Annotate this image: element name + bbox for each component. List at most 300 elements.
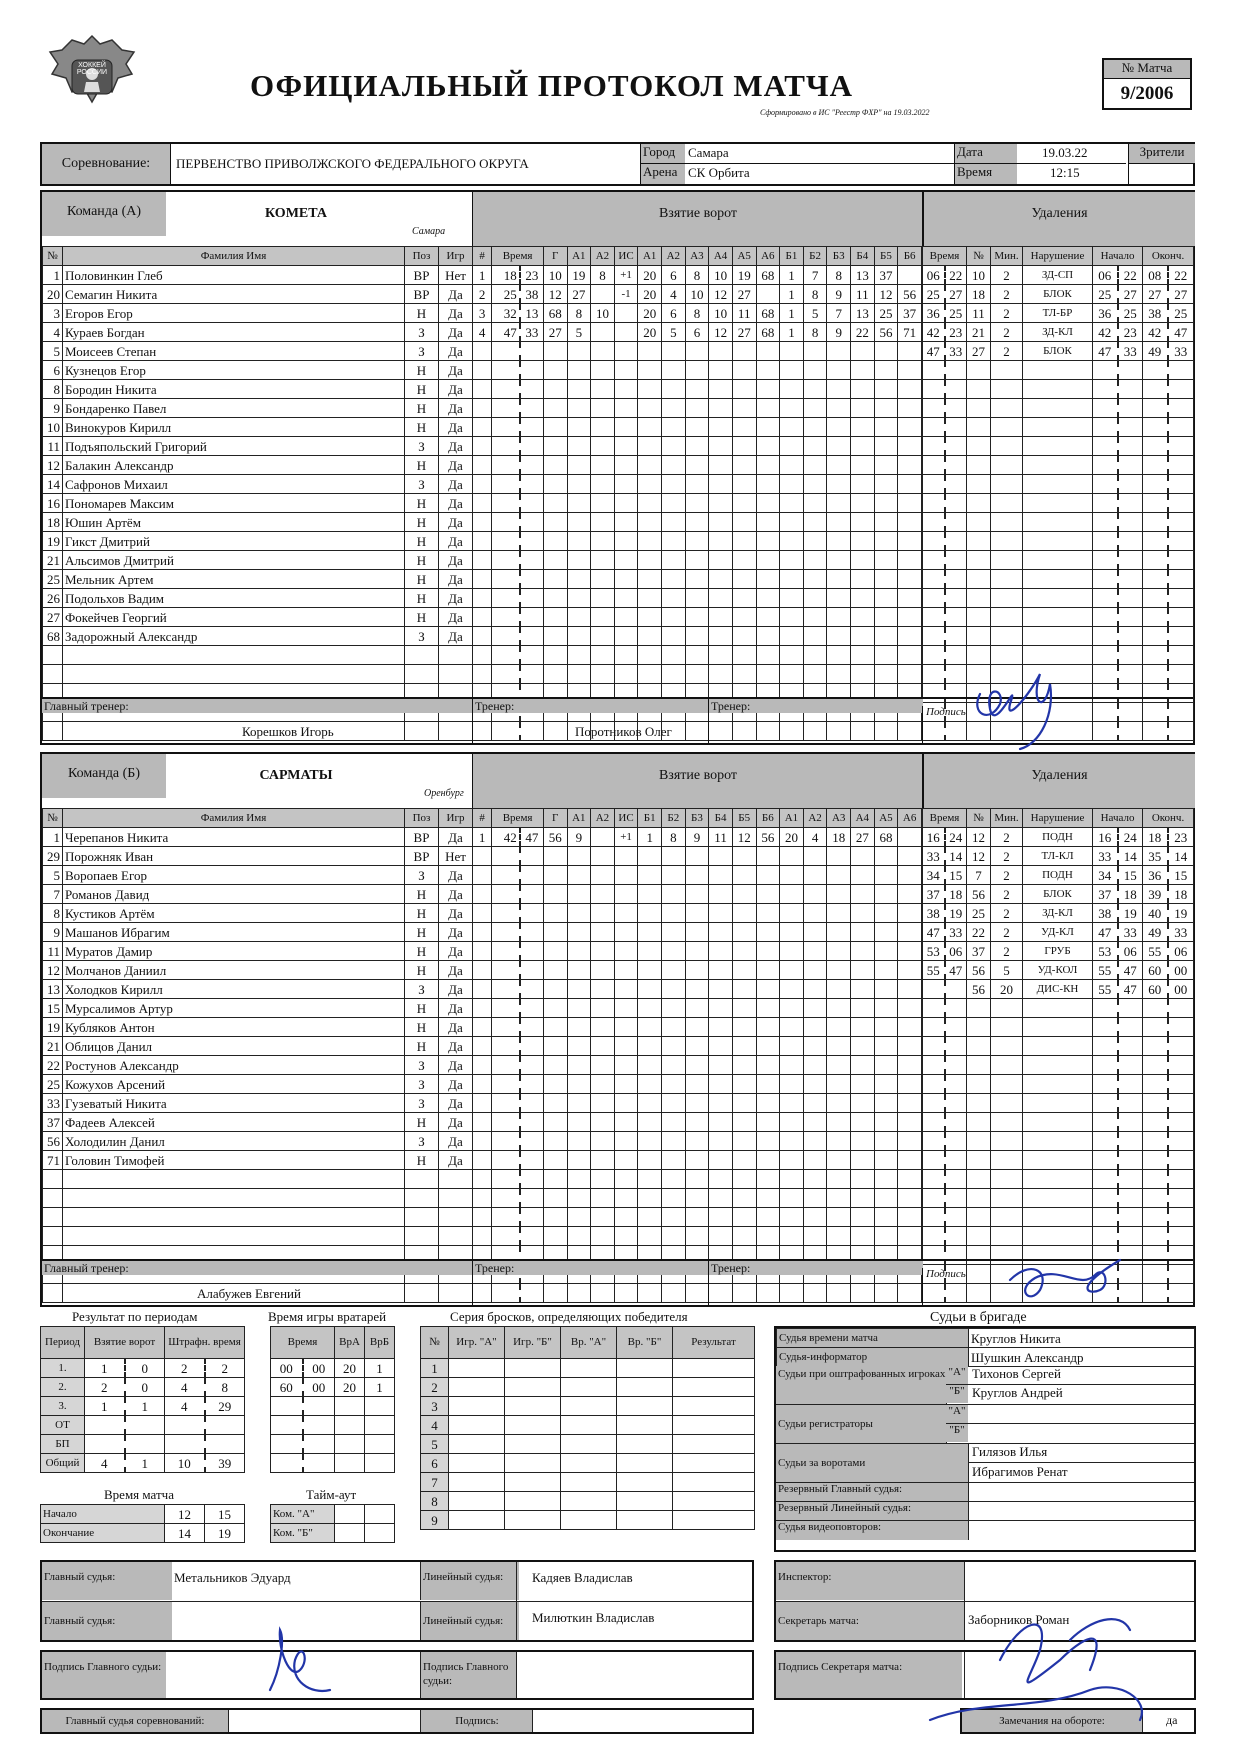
goal-cell <box>780 1151 804 1170</box>
timekeeper-label: Судья времени матча <box>777 1329 969 1348</box>
penalty-cell <box>967 1227 991 1246</box>
goalie-cell <box>271 1435 303 1454</box>
goal-cell <box>898 1151 922 1170</box>
penalty-cell <box>1093 665 1118 684</box>
goal-cell <box>685 1113 709 1132</box>
goal-cell <box>898 866 922 885</box>
player-row <box>43 980 473 999</box>
goal-cell: 10 <box>685 285 709 304</box>
goal-cell <box>898 589 922 608</box>
shootout-cell <box>673 1378 755 1397</box>
player-row <box>43 532 473 551</box>
signature-label-a: Подпись <box>922 706 966 743</box>
penalty-cell <box>1143 684 1168 703</box>
goal-cell <box>685 646 709 665</box>
player-number: 12 <box>43 456 63 475</box>
goal-cell: 1 <box>473 266 492 285</box>
player-played: Да <box>439 1151 473 1170</box>
goal-cell <box>543 494 567 513</box>
player-row <box>43 380 473 399</box>
goal-cell <box>591 942 615 961</box>
penalty-cell: 19 <box>1118 904 1143 923</box>
periods-header-cell: Взятие ворот <box>85 1327 165 1359</box>
goal-cell <box>685 437 709 456</box>
goal-cell <box>520 999 544 1018</box>
main-referee-label-1: Главный судья: <box>42 1562 172 1600</box>
goal-cell <box>591 665 615 684</box>
player-name: Фадеев Алексей <box>63 1113 405 1132</box>
goal-cell <box>543 1018 567 1037</box>
penalty-cell <box>945 361 967 380</box>
penalty-cell: БЛОК <box>1023 885 1093 904</box>
penalty-row <box>923 266 1194 285</box>
penalty-cell: ГРУБ <box>1023 942 1093 961</box>
player-position: З <box>405 342 439 361</box>
goal-cell <box>709 961 733 980</box>
penalty-cell <box>1093 456 1118 475</box>
shootout-header-cell: № <box>421 1327 449 1359</box>
shootout-number: 5 <box>421 1435 449 1454</box>
player-played: Да <box>439 589 473 608</box>
goal-cell <box>492 627 520 646</box>
player-number <box>43 1208 63 1227</box>
goal-row <box>473 1284 922 1303</box>
penalty-cell <box>1023 418 1093 437</box>
goal-cell <box>492 1170 520 1189</box>
goal-cell <box>543 627 567 646</box>
goal-cell <box>591 980 615 999</box>
penalty-cell <box>1093 551 1118 570</box>
video-judge-label: Судья видеоповторов: <box>776 1521 969 1540</box>
goal-cell <box>662 342 686 361</box>
goal-cell <box>614 513 638 532</box>
goal-cell <box>709 1056 733 1075</box>
goal-cell <box>780 665 804 684</box>
goal-cell <box>567 904 591 923</box>
shootout-cell <box>505 1492 561 1511</box>
goal-cell <box>709 456 733 475</box>
goal-row <box>473 399 922 418</box>
goal-cell <box>874 1094 898 1113</box>
goalie-cell <box>271 1397 303 1416</box>
goalie-cell: 00 <box>303 1378 335 1397</box>
city-label: Город <box>640 144 685 164</box>
goal-cell <box>756 961 780 980</box>
penalty-cell: УД-КОЛ <box>1023 961 1093 980</box>
goal-cell <box>685 885 709 904</box>
roster-header-cell: Фамилия Имя <box>63 809 405 828</box>
goal-row <box>473 627 922 646</box>
penalty-row <box>923 608 1194 627</box>
goal-cell <box>662 418 686 437</box>
goalie-header-row <box>271 1327 395 1359</box>
line-referee-label-1: Линейный судья: <box>420 1562 519 1600</box>
main-referee-label-2: Главный судья: <box>42 1602 172 1640</box>
player-number: 19 <box>43 532 63 551</box>
goal-cell: 8 <box>827 266 851 285</box>
penalty-row <box>923 627 1194 646</box>
penalty-cell <box>1023 999 1093 1018</box>
penalty-cell: 14 <box>1118 847 1143 866</box>
goal-cell <box>685 942 709 961</box>
player-played <box>439 646 473 665</box>
penalty-cell: 08 <box>1143 266 1168 285</box>
goal-cell <box>567 999 591 1018</box>
penalty-cell <box>1118 418 1143 437</box>
goal-cell <box>543 866 567 885</box>
penalty-cell <box>1143 1265 1168 1284</box>
goal-cell <box>851 1170 875 1189</box>
goal-cell <box>874 342 898 361</box>
match-start-label: Начало <box>41 1505 165 1524</box>
penalty-cell <box>923 589 945 608</box>
penalty-cell <box>923 475 945 494</box>
player-number: 7 <box>43 885 63 904</box>
penalties-header-cell: Начало <box>1093 247 1143 266</box>
penalty-cell <box>991 418 1023 437</box>
penalty-cell: 2 <box>991 266 1023 285</box>
registrar-a-mark: "А" <box>946 1405 968 1424</box>
penalty-cell <box>991 999 1023 1018</box>
goal-cell <box>492 1208 520 1227</box>
logo-text: ХОККЕЙ РОССИИ <box>76 62 108 76</box>
player-played <box>439 1227 473 1246</box>
goal-cell <box>874 380 898 399</box>
goal-cell <box>732 942 756 961</box>
penalty-officials-label: Судьи при оштрафованных игроках <box>776 1366 947 1404</box>
penalty-cell <box>1168 551 1194 570</box>
goal-cell: 1 <box>780 323 804 342</box>
goal-cell <box>662 980 686 999</box>
penalty-cell: 22 <box>1168 266 1194 285</box>
penalty-cell: 47 <box>1118 980 1143 999</box>
player-played: Да <box>439 961 473 980</box>
goal-cell <box>614 1094 638 1113</box>
match-end-label: Окончание <box>41 1524 165 1543</box>
goal-cell <box>591 513 615 532</box>
goal-cell: 6 <box>662 304 686 323</box>
goal-cell <box>638 513 662 532</box>
player-number: 3 <box>43 304 63 323</box>
player-row <box>43 589 473 608</box>
penalty-cell: ТЛ-БР <box>1023 304 1093 323</box>
periods-table <box>40 1326 245 1473</box>
penalty-cell: 2 <box>991 342 1023 361</box>
goal-cell <box>732 999 756 1018</box>
player-row <box>43 418 473 437</box>
player-played: Да <box>439 551 473 570</box>
timeout-title: Тайм-аут <box>306 1487 357 1502</box>
goal-cell <box>874 1284 898 1303</box>
penalty-cell: 18 <box>967 285 991 304</box>
goal-cell <box>898 1113 922 1132</box>
goal-cell <box>851 980 875 999</box>
periods-header-row <box>41 1327 245 1359</box>
goal-cell <box>543 456 567 475</box>
penalty-cell <box>1143 1284 1168 1303</box>
goal-cell <box>567 627 591 646</box>
penalty-cell: 00 <box>1168 961 1194 980</box>
spectators-label: Зрители <box>1128 144 1195 164</box>
goal-cell <box>709 1075 733 1094</box>
goal-cell <box>803 437 827 456</box>
player-position <box>405 1189 439 1208</box>
player-name <box>63 722 405 741</box>
goal-cell <box>874 1208 898 1227</box>
goal-cell: 11 <box>851 285 875 304</box>
goal-cell <box>520 1227 544 1246</box>
goal-cell <box>709 847 733 866</box>
goal-cell <box>874 475 898 494</box>
penalty-cell <box>1023 1151 1093 1170</box>
goal-cell <box>567 361 591 380</box>
player-position: Н <box>405 399 439 418</box>
penalty-cell <box>945 589 967 608</box>
goal-cell <box>898 570 922 589</box>
player-row <box>43 1208 473 1227</box>
goal-cell <box>543 980 567 999</box>
player-position: Н <box>405 361 439 380</box>
goal-cell <box>543 475 567 494</box>
penalty-cell: 56 <box>967 961 991 980</box>
goal-cell <box>520 399 544 418</box>
coach-label-b1: Тренер: <box>472 1261 711 1275</box>
goal-cell <box>780 980 804 999</box>
player-position <box>405 722 439 741</box>
competition-label: Соревнование: <box>42 144 171 184</box>
penalty-cell <box>1168 1056 1194 1075</box>
goal-cell: 13 <box>520 304 544 323</box>
penalty-cell <box>991 570 1023 589</box>
goal-cell <box>614 1075 638 1094</box>
periods-header-cell: Штрафн. время <box>165 1327 245 1359</box>
penalty-cell: 55 <box>1143 942 1168 961</box>
penalty-cell <box>923 399 945 418</box>
penalty-cell: 2 <box>991 866 1023 885</box>
player-name: Машанов Ибрагим <box>63 923 405 942</box>
goal-cell <box>567 570 591 589</box>
penalty-row <box>923 1170 1194 1189</box>
period-row <box>41 1378 245 1397</box>
goal-cell <box>709 980 733 999</box>
goal-cell <box>709 589 733 608</box>
penalty-cell: ДИС-КН <box>1023 980 1093 999</box>
goal-cell: 19 <box>567 266 591 285</box>
player-name: Головин Тимофей <box>63 1151 405 1170</box>
player-position: Н <box>405 418 439 437</box>
player-row <box>43 1151 473 1170</box>
goal-row <box>473 285 922 304</box>
player-position: Н <box>405 494 439 513</box>
goal-cell <box>662 646 686 665</box>
goal-cell <box>492 513 520 532</box>
goal-cell <box>803 1056 827 1075</box>
shootout-row <box>421 1492 755 1511</box>
penalty-cell <box>1168 703 1194 722</box>
penalty-cell <box>1143 1227 1168 1246</box>
goal-row <box>473 847 922 866</box>
penalty-cell: 47 <box>923 342 945 361</box>
goal-cell <box>473 608 492 627</box>
penalty-cell <box>945 456 967 475</box>
goal-cell <box>780 1189 804 1208</box>
goal-cell <box>874 608 898 627</box>
goals-header-cell: Б5 <box>732 809 756 828</box>
goal-cell <box>803 1113 827 1132</box>
penalty-row <box>923 923 1194 942</box>
goals-header-row <box>473 247 922 266</box>
player-row <box>43 1056 473 1075</box>
player-number: 18 <box>43 513 63 532</box>
penalty-cell <box>923 418 945 437</box>
goal-cell <box>662 380 686 399</box>
goal-cell <box>520 570 544 589</box>
goal-cell <box>473 646 492 665</box>
goal-cell <box>803 1075 827 1094</box>
penalty-cell <box>1118 513 1143 532</box>
player-number: 6 <box>43 361 63 380</box>
goal-cell <box>851 361 875 380</box>
goal-cell <box>591 1151 615 1170</box>
player-row <box>43 456 473 475</box>
penalty-cell <box>967 1075 991 1094</box>
goal-cell <box>473 1189 492 1208</box>
goal-cell <box>520 475 544 494</box>
goal-cell <box>520 722 544 741</box>
goal-cell: 10 <box>709 304 733 323</box>
player-row <box>43 627 473 646</box>
penalty-cell <box>1168 684 1194 703</box>
player-played: Да <box>439 437 473 456</box>
shootout-number: 4 <box>421 1416 449 1435</box>
player-name: Холодков Кирилл <box>63 980 405 999</box>
goal-cell <box>567 437 591 456</box>
goal-cell <box>709 1113 733 1132</box>
player-row <box>43 570 473 589</box>
goal-cell <box>520 1151 544 1170</box>
goal-cell <box>827 646 851 665</box>
goal-cell <box>473 1151 492 1170</box>
goal-cell <box>473 342 492 361</box>
goal-cell <box>638 646 662 665</box>
penalty-cell <box>1168 570 1194 589</box>
penalty-row <box>923 456 1194 475</box>
goal-cell <box>851 1075 875 1094</box>
penalty-cell <box>1118 1132 1143 1151</box>
goalie-cell <box>271 1454 303 1473</box>
goal-cell <box>492 961 520 980</box>
penalty-cell <box>1118 589 1143 608</box>
shootout-cell <box>673 1492 755 1511</box>
penalty-cell <box>1118 1113 1143 1132</box>
goal-cell <box>756 475 780 494</box>
goal-cell <box>685 1189 709 1208</box>
penalty-row <box>923 1056 1194 1075</box>
penalty-cell: 06 <box>945 942 967 961</box>
goals-band-b: Взятие ворот <box>472 754 923 808</box>
penalty-cell <box>945 1094 967 1113</box>
goals-table-b <box>472 808 922 1303</box>
sign-main-box <box>40 1650 754 1700</box>
penalty-cell <box>923 1132 945 1151</box>
goal-cell: 27 <box>567 285 591 304</box>
penalty-cell <box>1023 608 1093 627</box>
player-position: З <box>405 866 439 885</box>
goal-cell: 4 <box>662 285 686 304</box>
goal-cell <box>543 380 567 399</box>
goal-cell <box>473 961 492 980</box>
goal-cell <box>473 942 492 961</box>
goal-cell <box>803 1132 827 1151</box>
goal-cell <box>614 342 638 361</box>
shootout-header-cell: Вр. "Б" <box>617 1327 673 1359</box>
goal-cell <box>543 608 567 627</box>
goal-cell <box>543 942 567 961</box>
goal-cell <box>591 532 615 551</box>
goal-cell: 20 <box>638 323 662 342</box>
penalty-official-a: Тихонов Сергей <box>972 1366 1061 1381</box>
page-subtitle: Сформировано в ИС "Реестр ФХР" на 19.03.2022 <box>760 108 930 117</box>
goal-cell <box>851 1094 875 1113</box>
goal-cell <box>473 923 492 942</box>
goal-cell <box>756 1284 780 1303</box>
shootout-number: 1 <box>421 1359 449 1378</box>
goal-cell <box>827 999 851 1018</box>
goals-header-cell: А2 <box>662 247 686 266</box>
goal-cell <box>756 646 780 665</box>
goal-cell <box>638 904 662 923</box>
player-name: Бондаренко Павел <box>63 399 405 418</box>
goal-cell <box>567 646 591 665</box>
goal-cell <box>851 866 875 885</box>
goals-header-row <box>473 809 922 828</box>
penalty-cell: 27 <box>945 285 967 304</box>
goal-cell <box>567 399 591 418</box>
goalie-cell: 20 <box>335 1378 365 1397</box>
goal-cell <box>543 1094 567 1113</box>
player-name: Воропаев Егор <box>63 866 405 885</box>
penalty-cell: 2 <box>991 942 1023 961</box>
shootout-cell <box>561 1473 617 1492</box>
goal-cell <box>614 1037 638 1056</box>
goal-cell <box>520 1075 544 1094</box>
goals-header-cell: Б6 <box>756 809 780 828</box>
goal-cell <box>662 399 686 418</box>
goal-cell <box>591 1208 615 1227</box>
goal-cell <box>567 847 591 866</box>
player-number: 1 <box>43 828 63 847</box>
period-cell: 1. <box>41 1359 85 1378</box>
goals-header-cell: А4 <box>851 809 875 828</box>
goal-cell <box>898 828 922 847</box>
penalty-a-mark: "А" <box>946 1366 968 1385</box>
goal-cell <box>520 1018 544 1037</box>
player-number: 20 <box>43 285 63 304</box>
goal-cell <box>874 399 898 418</box>
goal-cell <box>520 923 544 942</box>
goal-row <box>473 304 922 323</box>
goal-cell <box>732 847 756 866</box>
goal-cell <box>520 361 544 380</box>
penalty-cell: 25 <box>923 285 945 304</box>
goal-cell <box>473 570 492 589</box>
goal-cell <box>638 418 662 437</box>
goal-cell <box>780 532 804 551</box>
penalty-cell <box>945 1132 967 1151</box>
goal-cell <box>874 1018 898 1037</box>
penalty-cell <box>1093 494 1118 513</box>
penalty-cell <box>1023 494 1093 513</box>
